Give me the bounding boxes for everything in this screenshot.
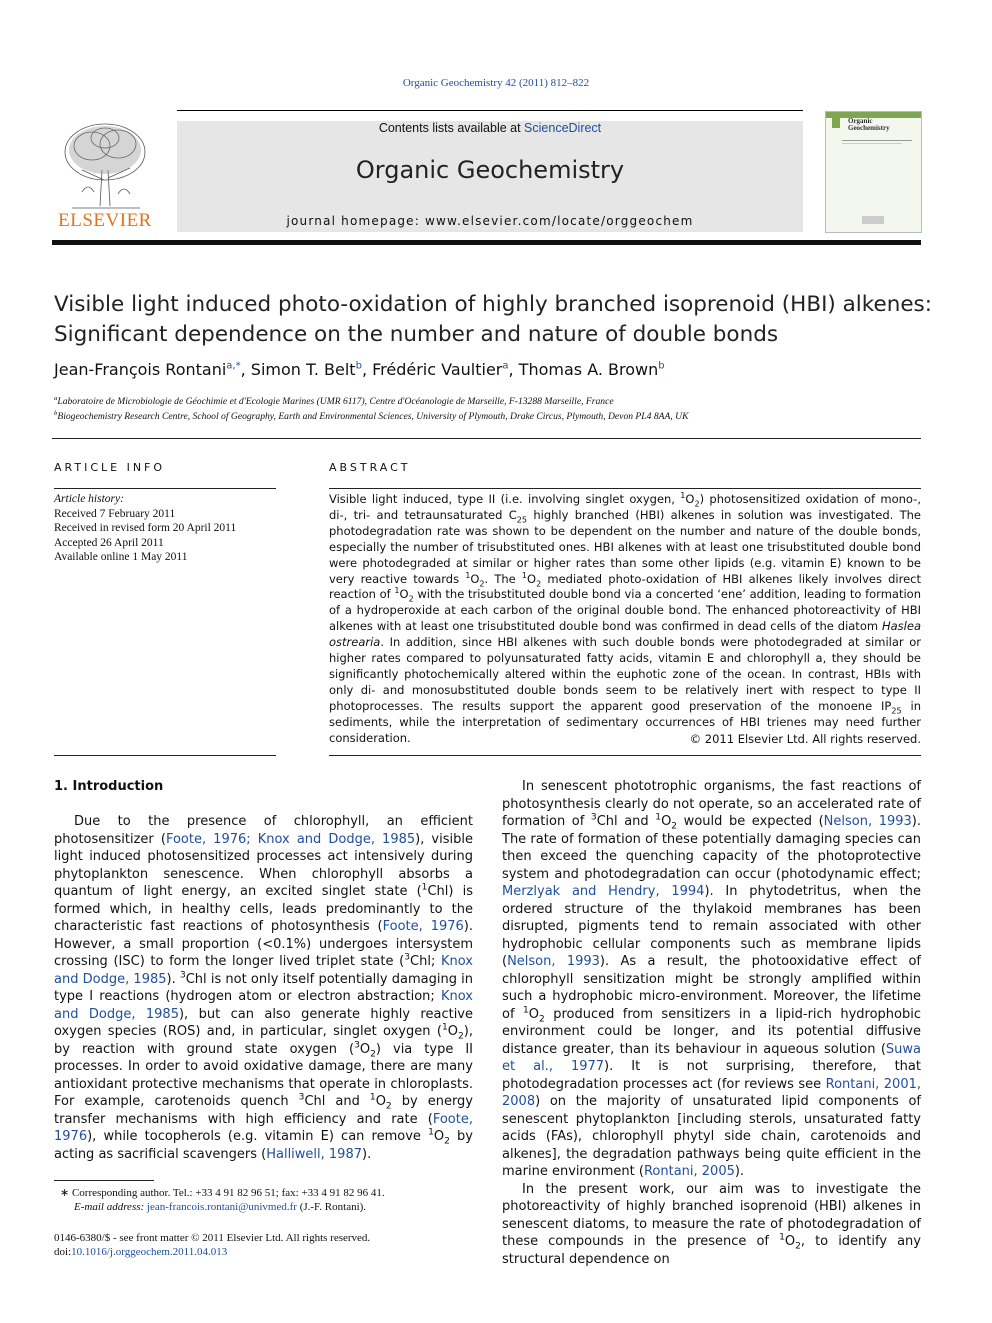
affiliation-b [54,411,934,422]
article-title-line2: Significant dependence on the number and nature of double bonds [54,322,779,347]
intro-heading: 1. Introduction [54,779,164,794]
journal-title: Organic Geochemistry [355,156,625,184]
citation-link[interactable]: Suwa et al., 1977 [502,1041,921,1074]
citation-link[interactable]: Foote, 1976; Knox and Dodge, 1985 [165,831,416,847]
cover-mark [832,118,840,128]
article-info-heading: ARTICLE INFO [54,461,166,474]
email-note [60,1200,480,1214]
abstract-rule [329,488,921,489]
author-affiliation-marker[interactable]: b [355,360,362,372]
affiliation-key: b [54,409,58,417]
author-affiliation-marker[interactable]: b [658,360,665,372]
intro-left-column [54,813,473,1163]
footnote-rule [54,1180,154,1181]
article-title-line1: Visible light induced photo-oxidation of highly branched isoprenoid (HBI) alkenes: [54,292,932,317]
author-name[interactable]: Simon T. Belt [250,360,356,379]
publication-info [54,1231,474,1259]
footnotes [60,1186,480,1214]
citation-link[interactable]: Rontani, 2001, 2008 [502,1076,921,1109]
citation-link[interactable]: Knox and Dodge, 1985 [54,954,473,987]
citation-link[interactable]: Halliwell, 1987 [266,1146,362,1162]
contents-line [177,121,803,135]
article-title [54,290,934,350]
journal-cover-thumbnail[interactable] [825,111,922,233]
email-link[interactable]: jean-francois.rontani@univmed.fr [146,1201,297,1213]
affiliation-key: a [54,394,58,402]
citation-link[interactable]: Foote, 1976 [54,1111,473,1144]
journal-homepage[interactable]: journal homepage: www.elsevier.com/locate/orggeochem [286,214,694,228]
citation-link[interactable]: Foote, 1976 [382,919,464,934]
author-affiliation-marker[interactable]: a,* [226,360,241,372]
header-rule [177,110,803,111]
corresponding-author-note: ∗ Corresponding author. Tel.: +33 4 91 82 96 51; fax: +33 4 91 82 96 41. [60,1187,385,1199]
publisher-wordmark: ELSEVIER [58,210,152,231]
author-name[interactable]: Frédéric Vaultier [372,360,503,379]
email-suffix: (J.-F. Rontani). [296,1201,367,1213]
intro-paragraph-1: Due to the presence of chlorophyll, an efficient photosensitizer (Foote, 1976; Knox and Dodge, 1985), visible light induced photosensitized processes act intensively during phytoplankton senescence. When chlorophyll absorbs a quantum of light energy, an excited singlet state ($^1$Chl) is formed which, in healthy cells, leads predominantly to the characteristic fast reactions of photosynthesis (Foote, 1976). However, a small proportion (<0.1%) undergoes intersystem crossing (ISC) to form the longer lived triplet state ($^3$Chl; Knox and Dodge, 1985). $^3$Chl is not only itself potentially damaging in type I reactions (hydrogen atom or electron abstraction; Knox and Dodge, 1985), but can also generate highly reactive oxygen species (ROS) and, in particular, singlet oxygen $(^1O_2)$, by reaction with ground state oxygen $(^3O_2)$ via type II processes. In order to avoid oxidative damage, there are many antioxidant protective mechanisms that operate in chloroplasts. For example, carotenoids quench $^3$Chl and $^1O_2$ by energy transfer mechanisms with high efficiency and rate (Foote, 1976), while tocopherols (e.g. vitamin E) can remove $^1O_2$ by acting as sacrificial scavengers (Halliwell, 1987). [54,814,474,1162]
issn-line: 0146-6380/$ - see front matter © 2011 Elsevier Ltd. All rights reserved. [54,1232,371,1244]
history-revised: Received in revised form 20 April 2011 [54,522,237,534]
citation-link[interactable]: Nelson, 1993 [507,954,600,969]
abstract-body [329,492,921,747]
journal-citation[interactable]: Organic Geochemistry 42 (2011) 812–822 [402,77,590,89]
citation-link[interactable]: Merzlyak and Hendry, 1994 [502,884,705,899]
article-info-rule [54,488,276,489]
abstract-bottom-rule [329,755,921,756]
intro-right-column [502,778,921,1268]
history-label: Article history: [54,493,124,505]
doi-link[interactable]: 10.1016/j.orggeochem.2011.04.013 [71,1246,228,1258]
citation-link[interactable]: Rontani, 2005 [643,1164,735,1179]
citation-link[interactable]: Nelson, 1993 [823,814,912,829]
cover-logo [862,216,884,224]
history-online: Available online 1 May 2011 [54,551,188,563]
cover-title-line2: Geochemistry [848,124,890,132]
cover-title-line1: Organic [848,117,873,125]
article-history [54,492,284,565]
author-name[interactable]: Thomas A. Brown [518,360,659,379]
section-rule [52,438,921,439]
affiliation-text: Laboratoire de Microbiologie de Géochimie et d'Ecologie Marines (UMR 6117), Centre d'Océanologie de Marseille, F-13288 Marseille, France [57,396,614,407]
author-list: Jean-François Rontani$^{a,*}$, Simon T. Belt$^b$, Frédéric Vaultier$^a$, Thomas A. Brown$^b$ [54,360,665,379]
corresponding-author-text: Corresponding author. Tel.: +33 4 91 82 96 51; fax: +33 4 91 82 96 41. [71,1187,385,1199]
sciencedirect-link[interactable]: ScienceDirect [524,121,602,135]
doi-label: doi: [54,1246,72,1258]
header-divider [52,240,921,245]
history-received: Received 7 February 2011 [54,507,176,520]
author-name[interactable]: Jean-François Rontani [54,360,227,379]
contents-prefix: Contents lists available at [378,121,525,135]
history-accepted: Accepted 26 April 2011 [54,536,164,549]
abstract-text: Visible light induced, type II (i.e. involving singlet oxygen, $^1O_2$) photosensitized oxidation of mono-, di-, tri- and tetraunsaturated $C_{25}$ highly branched (HBI) alkenes in solution was investigated. The photodegradation rate was shown to be dependent on the number and nature of the double bonds, especially the number of trisubstituted ones. HBI alkenes with at least one trisubstituted double bond were photodegraded at similar or higher rates than some other lipids (e.g. vitamin E) known to be very reactive towards $^1O_2$. The $^1O_2$ mediated photo-oxidation of HBI alkenes likely involves direct reaction of $^1O_2$ with the trisubstituted double bond via a concerted ‘ene’ addition, leading to formation of a hydroperoxide at each carbon of the original double bond. The enhanced photoreactivity of HBI alkenes with at least one trisubstituted double bond was confirmed in dead cells of the diatom Haslea ostrearia. In addition, since HBI alkenes with such double bonds were photodegraded at similar or higher rates compared to polyunsaturated fatty acids, vitamin E and chlorophyll a, they should be significantly photochemically altered within the euphotic zone of the ocean. In contrast, HBIs with only di- and monosubstituted double bonds seem to be relatively inert with respect to type II photoprocesses. The results support the apparent good preservation of the monoene $IP_{25}$ in sediments, while the interpretation of sedimentary occurrences of HBI trienes may need further consideration. [329,491,922,745]
abstract-heading: ABSTRACT [329,461,411,474]
abstract-copyright: © 2011 Elsevier Ltd. All rights reserved. [689,732,921,746]
affiliation-a [54,396,934,407]
article-info-bottom-rule [54,755,276,756]
intro-paragraph-3: In the present work, our aim was to investigate the photoreactivity of highly branched isoprenoid (HBI) alkenes in senescent diatoms, to measure the rate of photodegradation of these compounds in the presence of $^1O_2$, to identify any structural dependence on [502,1181,921,1267]
email-label: E-mail address: [74,1201,147,1213]
intro-paragraph-2: In senescent phototrophic organisms, the fast reactions of photosynthesis clearly do not operate, so an accelerated rate of formation of $^3$Chl and $^1O_2$ would be expected (Nelson, 1993). The rate of formation of these potentially damaging species can then exceed the quenching capacity of the photoprotective system and photodegradation can occur (photodynamic effect; Merzlyak and Hendry, 1994). In phytodetritus, when the ordered structure of the thylakoid membranes has been disrupted, pigments tend to remain associated with other hydrophobic cellular components such as membrane lipids (Nelson, 1993). As a result, the photooxidative effect of chlorophyll sensitization might be strongly amplified within such a hydrophobic micro-environment. Moreover, the lifetime of $^1O_2$ produced from sensitizers in a lipid-rich hydrophobic environment could be longer, and its potential diffusive distance greater, than its behaviour in aqueous solution (Suwa et al., 1977). It is not surprising, therefore, that photodegradation processes act (for reviews see Rontani, 2001, 2008) on the majority of unsaturated lipid components of senescent phytoplankton [including sterols, unsaturated fatty acids (FAs), chlorophyll phytyl side chain, carotenoids and alkenes], the degradation pathways being quite efficient in the marine environment (Rontani, 2005). [502,779,922,1179]
citation-link[interactable]: Knox and Dodge, 1985 [54,989,473,1022]
author-affiliation-marker[interactable]: a [502,360,509,372]
affiliation-text: Biogeochemistry Research Centre, School of Geography, Earth and Environmental Sciences, University of Plymouth, Drake Circus, Plymouth, Devon PL4 8AA, UK [57,411,689,422]
doi-line [54,1245,474,1259]
